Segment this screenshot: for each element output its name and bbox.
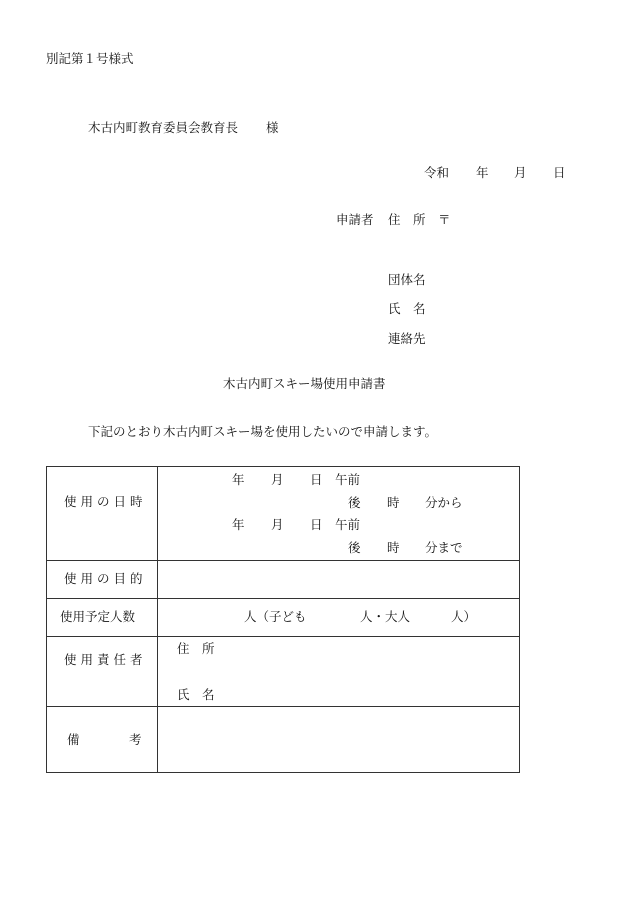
applicant-contact-label: 連絡先 <box>388 331 426 346</box>
start-from-label: 分から <box>425 495 463 510</box>
intro-text: 下記のとおり木古内町スキー場を使用したいので申請します。 <box>88 424 438 439</box>
remarks-label-first: 備 <box>67 732 80 747</box>
datetime-label: 使用の日時 <box>64 494 147 509</box>
addressee-name: 木古内町教育委員会教育長 <box>88 120 239 135</box>
date-month-label: 月 <box>514 165 527 180</box>
form-number: 別記第１号様式 <box>46 51 134 66</box>
purpose-label: 使用の目的 <box>64 571 147 586</box>
applicant-label: 申請者 <box>336 212 374 227</box>
end-pm-label: 後 <box>348 540 361 555</box>
remarks-field[interactable] <box>158 707 519 772</box>
people-text-adults: 人） <box>451 609 477 624</box>
start-month-label: 月 <box>271 472 284 487</box>
start-year-label: 年 <box>232 472 245 487</box>
postal-mark: 〒 <box>438 212 451 227</box>
applicant-address-label: 住 所 <box>388 212 426 227</box>
responsible-name-label: 氏 名 <box>177 687 215 702</box>
applicant-org-label: 団体名 <box>388 272 426 287</box>
date-year-label: 年 <box>476 165 489 180</box>
purpose-field[interactable] <box>158 561 519 598</box>
row-divider-3 <box>47 636 519 637</box>
end-month-label: 月 <box>271 517 284 532</box>
date-day-label: 日 <box>553 165 566 180</box>
responsible-label: 使用責任者 <box>64 652 147 667</box>
document-title: 木古内町スキー場使用申請書 <box>223 376 386 391</box>
remarks-label-second: 考 <box>129 732 142 747</box>
start-pm-label: 後 <box>348 495 361 510</box>
application-table <box>46 466 520 773</box>
end-year-label: 年 <box>232 517 245 532</box>
people-text-total: 人（子ども <box>244 609 307 624</box>
responsible-address-label: 住 所 <box>177 641 215 656</box>
end-until-label: 分まで <box>425 540 463 555</box>
row-divider-2 <box>47 598 519 599</box>
end-am-label: 午前 <box>335 517 361 532</box>
people-label: 使用予定人数 <box>60 609 136 624</box>
addressee-honorific: 様 <box>266 120 279 135</box>
date-era: 令和 <box>424 165 450 180</box>
start-hour-label: 時 <box>387 495 400 510</box>
end-hour-label: 時 <box>387 540 400 555</box>
people-text-children: 人・大人 <box>360 609 411 624</box>
end-day-label: 日 <box>310 517 323 532</box>
start-am-label: 午前 <box>335 472 361 487</box>
applicant-name-label: 氏 名 <box>388 301 426 316</box>
start-day-label: 日 <box>310 472 323 487</box>
